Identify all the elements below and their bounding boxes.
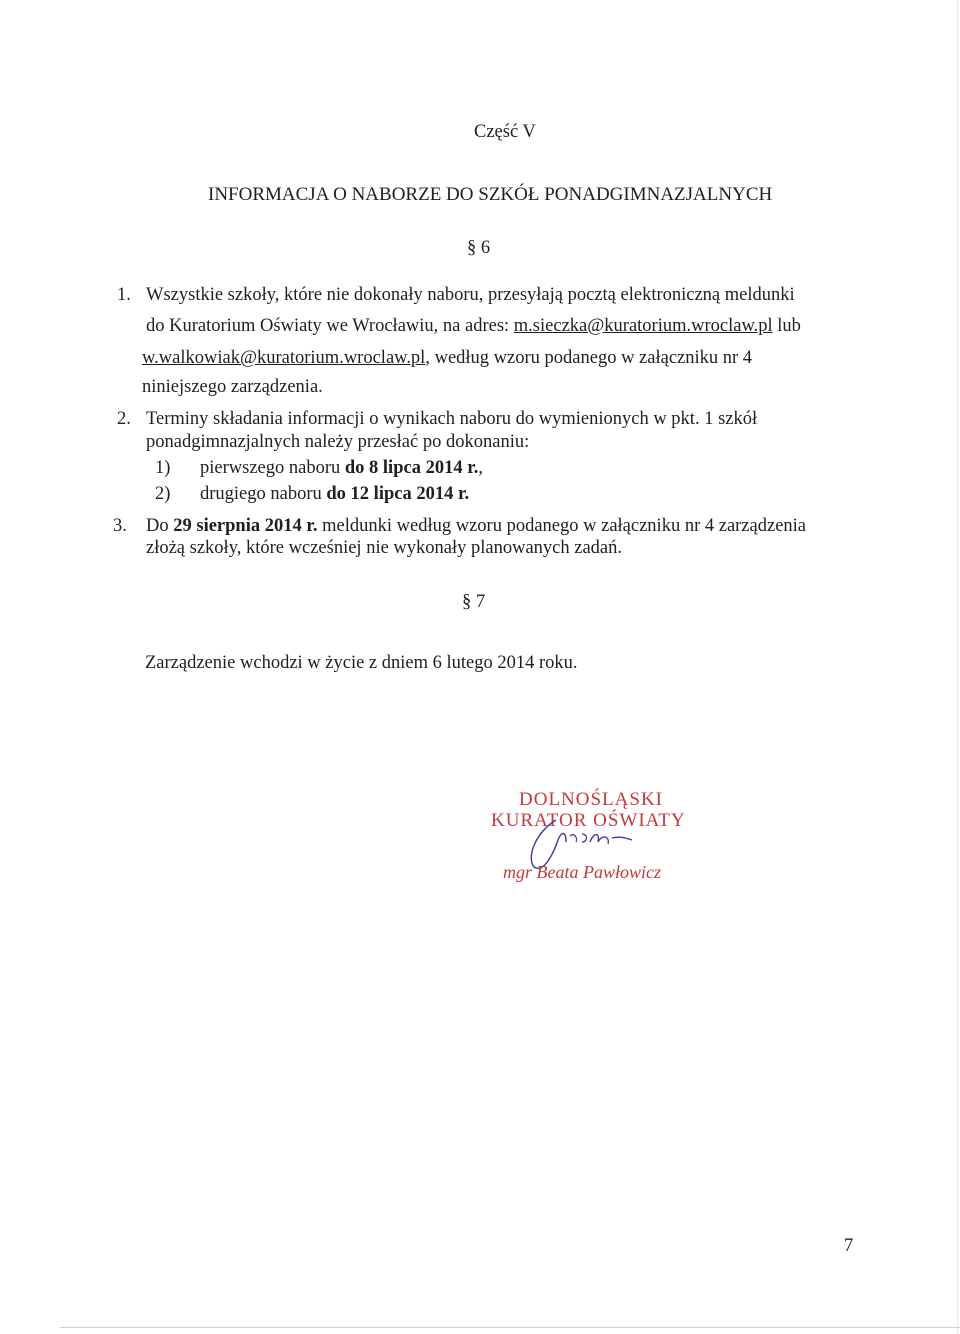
- point-1-line-4: niniejszego zarządzenia.: [142, 377, 323, 397]
- point-2-line-2: ponadgimnazjalnych należy przesłać po dokonaniu:: [146, 432, 530, 452]
- point-3-line-2: złożą szkoły, które wcześniej nie wykonały planowanych zadań.: [146, 538, 623, 558]
- point-2-line-1: Terminy składania informacji o wynikach naboru do wymienionych w pkt. 1 szkół: [146, 409, 758, 429]
- point-1-line-2-text: do Kuratorium Oświaty we Wrocławiu, na adres:: [146, 316, 514, 336]
- effective-date-sentence: Zarządzenie wchodzi w życie z dniem 6 lutego 2014 roku.: [145, 653, 578, 673]
- point-1-line-3: [142, 348, 752, 369]
- email-link-sieczka[interactable]: m.sieczka@kuratorium.wroclaw.pl: [513, 316, 773, 336]
- subitem-2-text: [200, 484, 469, 505]
- scan-edge-right: [957, 0, 958, 1334]
- scan-edge-bottom: [60, 1327, 960, 1328]
- section-6-sign: § 6: [467, 238, 491, 258]
- page-number: 7: [844, 1236, 854, 1256]
- subitem-1-date: do 8 lipca 2014 r.: [344, 458, 479, 478]
- email-link-walkowiak[interactable]: w.walkowiak@kuratorium.wroclaw.pl: [142, 348, 426, 368]
- stamp-line-2: KURATOR OŚWIATY: [491, 810, 686, 831]
- subitem-1-text: [200, 458, 483, 479]
- point-1-line-3-tail: , według wzoru podanego w załączniku nr 4: [425, 348, 753, 368]
- subitem-2-number: 2): [155, 484, 171, 504]
- part-title: Część V: [474, 122, 536, 142]
- subitem-1-tail: ,: [478, 458, 483, 478]
- subitem-2-label: drugiego naboru: [200, 484, 327, 504]
- point-3-date: 29 sierpnia 2014 r.: [173, 516, 318, 536]
- point-3-post: meldunki według wzoru podanego w załączniku nr 4 zarządzenia: [317, 516, 807, 536]
- point-3-pre: Do: [146, 516, 174, 536]
- subitem-1-number: 1): [155, 458, 171, 478]
- stamp-line-1: DOLNOŚLĄSKI: [519, 789, 663, 810]
- point-3-number: 3.: [113, 516, 127, 536]
- point-1-line-2-tail: lub: [772, 316, 801, 336]
- signatory-name: mgr Beata Pawłowicz: [503, 862, 661, 882]
- subitem-2-date: do 12 lipca 2014 r.: [326, 484, 470, 504]
- point-1-line-1: Wszystkie szkoły, które nie dokonały naboru, przesyłają pocztą elektroniczną meldunki: [146, 285, 795, 305]
- section-7-sign: § 7: [462, 592, 486, 612]
- subitem-1-label: pierwszego naboru: [200, 458, 345, 478]
- point-1-line-2: [146, 316, 801, 337]
- point-3-line-1: [146, 516, 806, 537]
- section-heading: INFORMACJA O NABORZE DO SZKÓŁ PONADGIMNAZJALNYCH: [208, 184, 773, 205]
- point-2-number: 2.: [117, 409, 131, 429]
- point-1-number: 1.: [117, 285, 131, 305]
